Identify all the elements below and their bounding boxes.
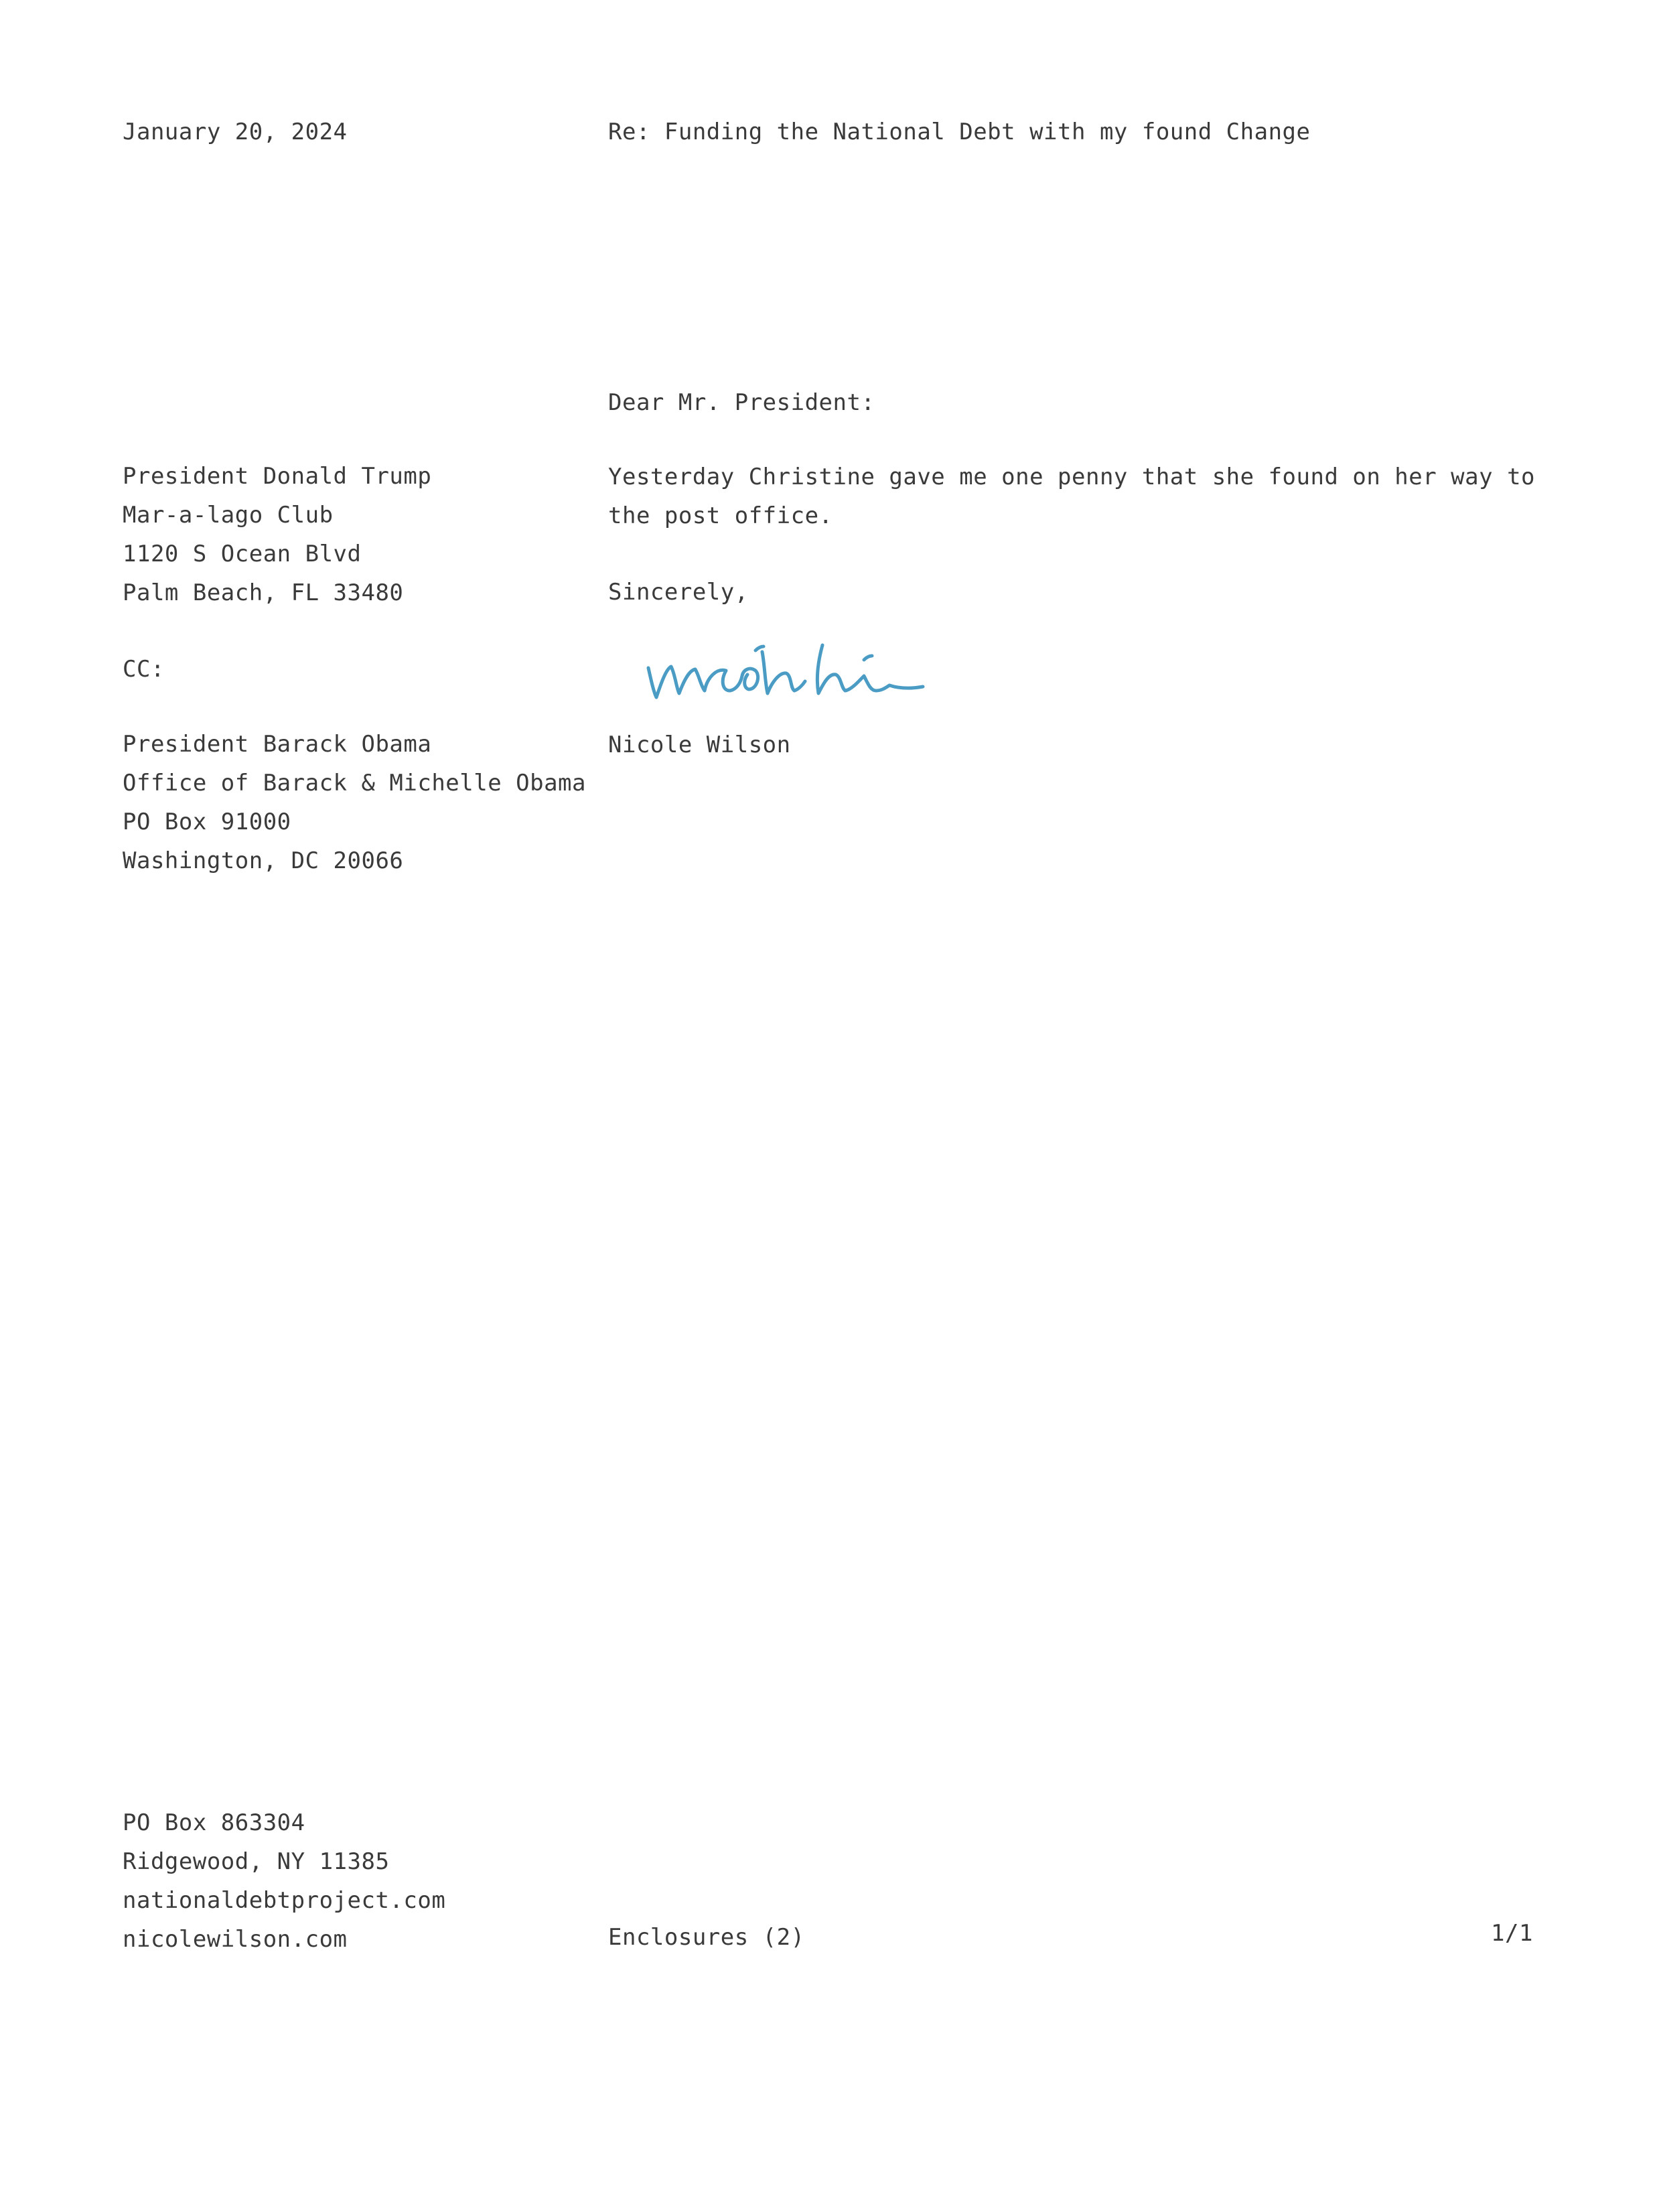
cc-recipient-address — [123, 725, 586, 880]
recipient-address-line: 1120 S Ocean Blvd — [123, 541, 362, 567]
letter-date: January 20, 2024 — [123, 119, 348, 145]
recipient-address-line: President Donald Trump — [123, 463, 432, 490]
recipient-address-line: Palm Beach, FL 33480 — [123, 579, 404, 606]
signer-name: Nicole Wilson — [608, 732, 791, 758]
sender-website-link: nationaldebtproject.com — [123, 1887, 446, 1914]
salutation: Dear Mr. President: — [608, 389, 875, 416]
handwritten-signature — [643, 626, 951, 720]
sender-address-line: PO Box 863304 — [123, 1809, 305, 1836]
cc-address-line: Office of Barack & Michelle Obama — [123, 770, 587, 797]
sender-website-link: nicolewilson.com — [123, 1926, 348, 1953]
cc-address-line: Washington, DC 20066 — [123, 847, 404, 874]
enclosures-note: Enclosures (2) — [608, 1924, 805, 1951]
cc-label: CC: — [123, 656, 165, 683]
recipient-address-line: Mar-a-lago Club — [123, 502, 334, 529]
sender-address — [123, 1803, 445, 1959]
recipient-address — [123, 457, 431, 612]
letter-subject: Re: Funding the National Debt with my found Change — [608, 119, 1311, 145]
closing: Sincerely, — [608, 579, 749, 606]
letter-body — [608, 458, 1535, 535]
cc-address-line: President Barack Obama — [123, 731, 432, 758]
sender-address-line: Ridgewood, NY 11385 — [123, 1848, 390, 1875]
body-line: Yesterday Christine gave me one penny that she found on her way to — [608, 464, 1536, 490]
body-line: the post office. — [608, 502, 833, 529]
cc-address-line: PO Box 91000 — [123, 809, 291, 835]
page-number: 1/1 — [1491, 1920, 1533, 1947]
